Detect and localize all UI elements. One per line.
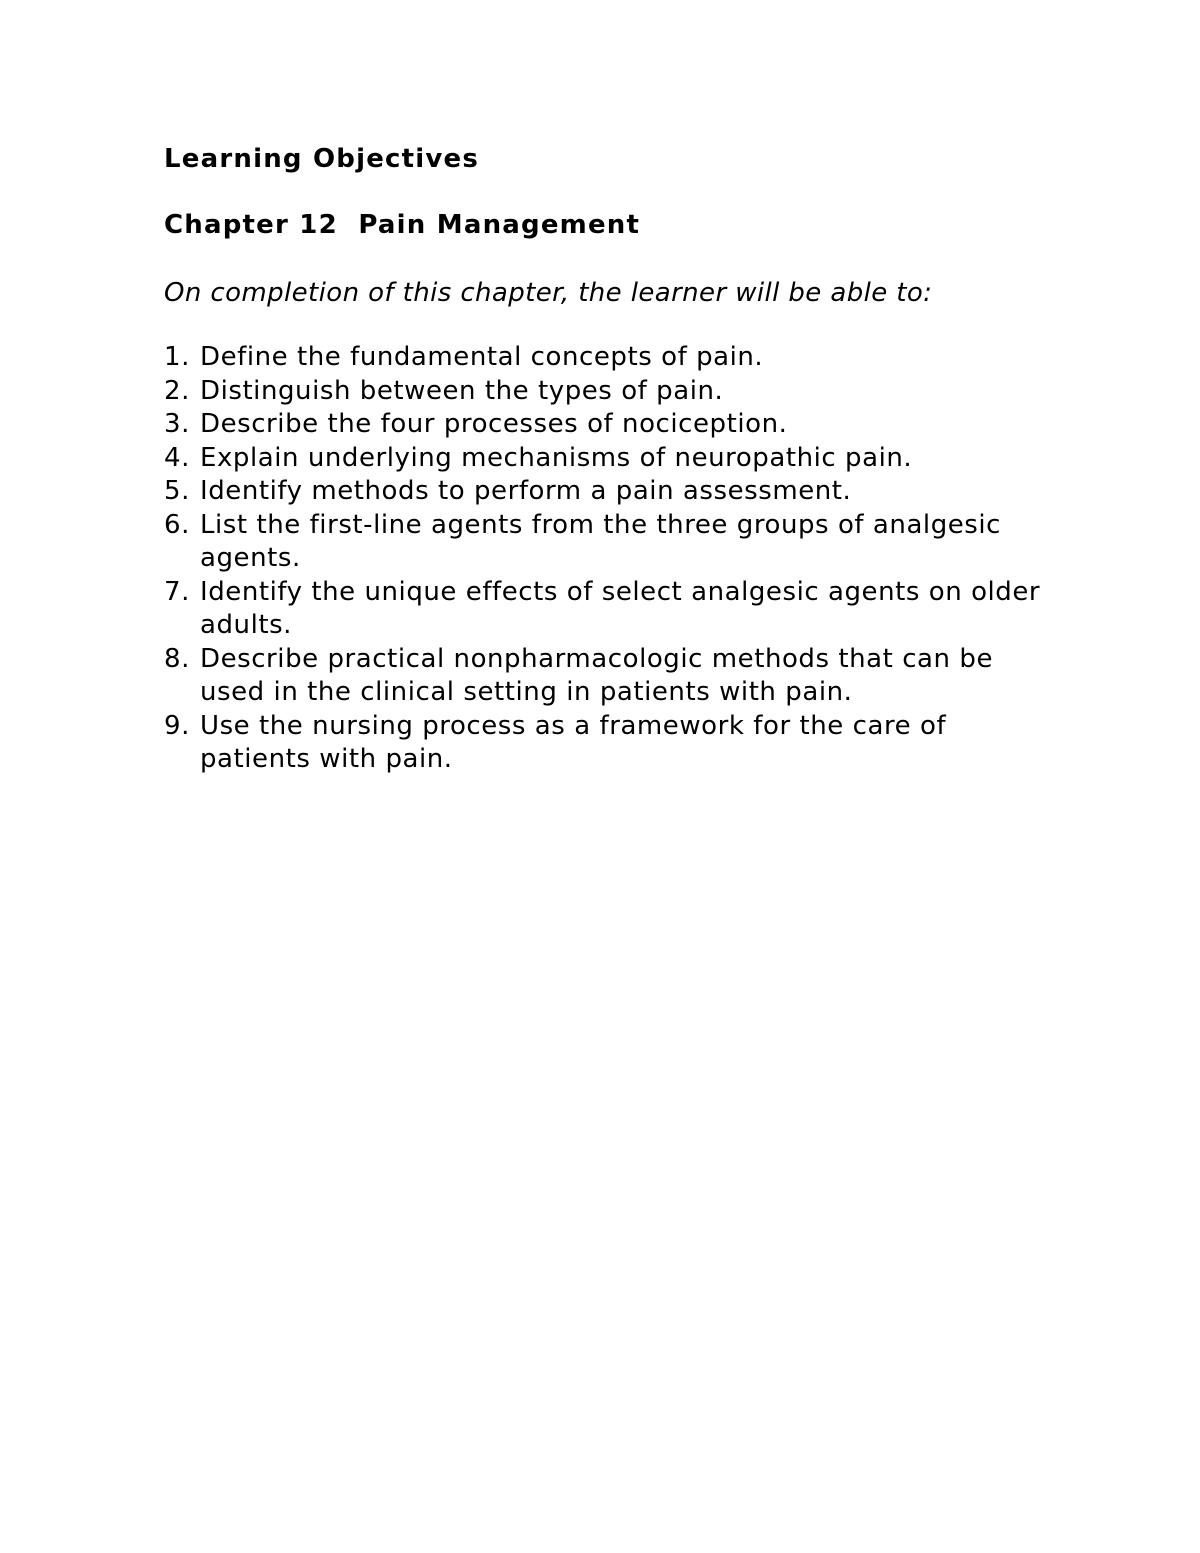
objective-number: 7.	[164, 576, 190, 607]
objective-number: 9.	[164, 710, 190, 741]
objective-text: List the first-line agents from the three groups of analgesic agents.	[200, 509, 1002, 573]
objective-item	[164, 475, 1044, 509]
objective-text: Distinguish between the types of pain.	[200, 375, 724, 406]
objective-item	[164, 375, 1044, 409]
objective-number: 2.	[164, 375, 190, 406]
objective-item	[164, 509, 1044, 576]
objective-number: 3.	[164, 409, 190, 439]
objective-number: 8.	[164, 643, 190, 674]
objective-item	[164, 643, 1044, 710]
objective-text: Describe practical nonpharmacologic methods that can be used in the clinical setting in patients with pain.	[200, 643, 993, 707]
objective-item	[164, 576, 1044, 643]
objective-item	[164, 710, 1044, 777]
objective-item	[164, 408, 1044, 442]
objective-text: Identify methods to perform a pain assessment.	[200, 476, 852, 506]
objective-item	[164, 341, 1044, 375]
objective-text: Define the fundamental concepts of pain.	[200, 342, 764, 372]
intro-text: On completion of this chapter, the learner will be able to:	[164, 278, 933, 308]
objective-number: 6.	[164, 509, 190, 540]
objective-number: 4.	[164, 442, 190, 473]
objective-text: Use the nursing process as a framework for the care of patients with pain.	[200, 710, 947, 774]
objective-text: Describe the four processes of nociception.	[200, 409, 788, 439]
objective-number: 1.	[164, 342, 190, 372]
objective-text: Explain underlying mechanisms of neuropathic pain.	[200, 442, 913, 473]
chapter-title: Chapter 12 Pain Management	[164, 210, 641, 240]
objective-text: Identify the unique effects of select analgesic agents on older adults.	[200, 576, 1041, 640]
page-title: Learning Objectives	[164, 144, 480, 174]
objective-number: 5.	[164, 476, 190, 506]
objectives-list	[164, 341, 1044, 777]
objective-item	[164, 442, 1044, 476]
